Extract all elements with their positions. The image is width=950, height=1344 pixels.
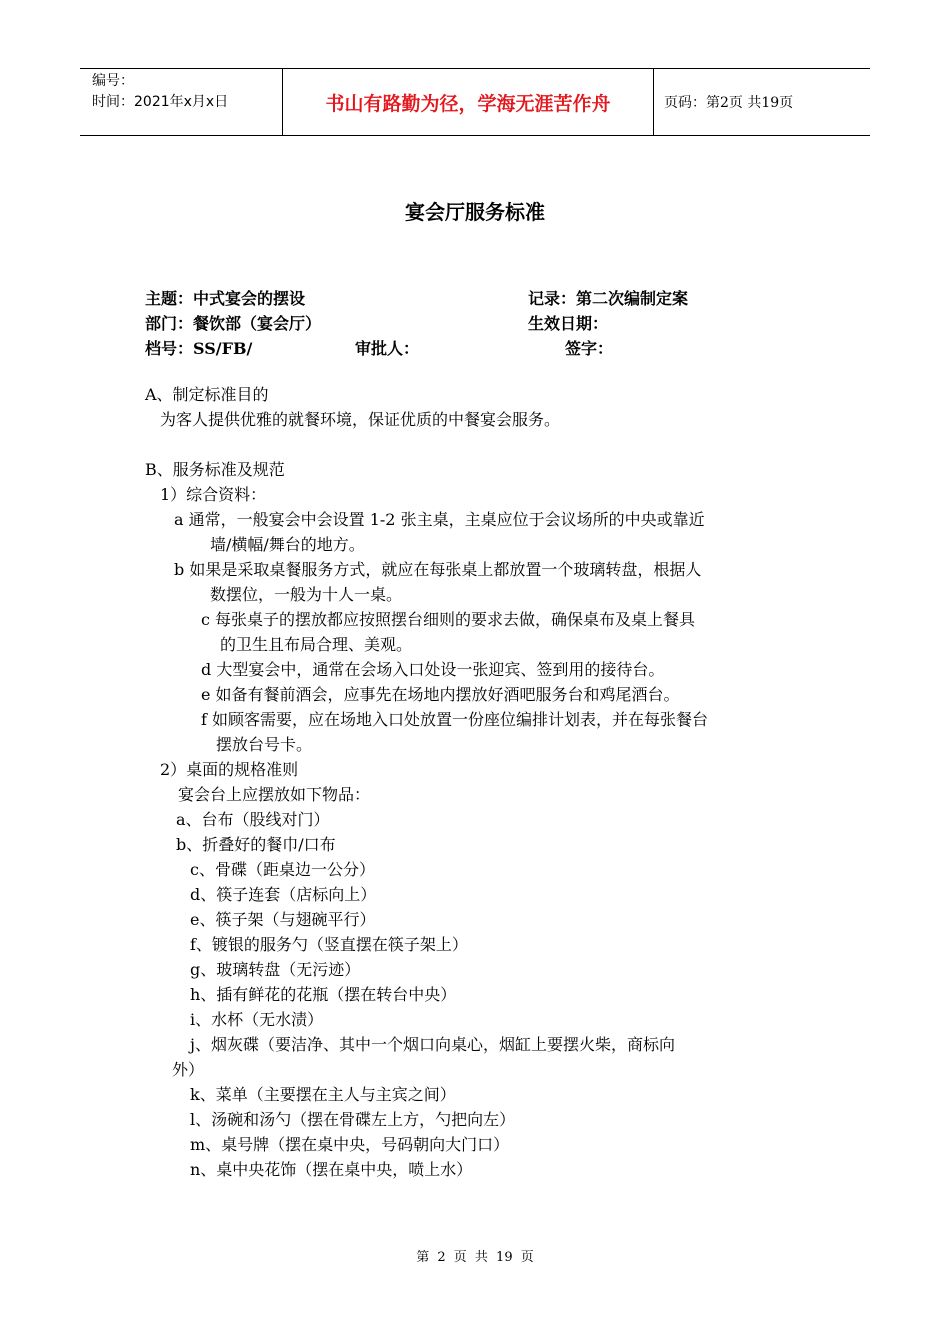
s2-item-i: i、水杯（无水渍） — [190, 1010, 324, 1029]
s1-item-c-line1: c 每张桌子的摆放都应按照摆台细则的要求去做，确保桌布及桌上餐具 — [201, 610, 696, 629]
section-a-text: 为客人提供优雅的就餐环境，保证优质的中餐宴会服务。 — [160, 410, 561, 429]
meta-effective-date: 生效日期： — [528, 314, 609, 333]
number-label: 编号： — [92, 73, 134, 89]
meta-signature: 签字： — [565, 339, 614, 358]
s2-item-b: b、折叠好的餐巾/口布 — [176, 835, 336, 854]
document-header — [80, 68, 870, 136]
subsection-1-heading: 1）综合资料： — [160, 485, 267, 504]
section-b-heading: B、服务标准及规范 — [145, 460, 285, 479]
s2-item-n: n、桌中央花饰（摆在桌中央，喷上水） — [190, 1160, 473, 1179]
section-a-heading: A、制定标准目的 — [145, 385, 269, 404]
header-motto-cell — [282, 69, 654, 135]
s1-item-d: d 大型宴会中，通常在会场入口处设一张迎宾、签到用的接待台。 — [201, 660, 665, 679]
s1-item-b-line2: 数摆位，一般为十人一桌。 — [210, 585, 403, 604]
s2-item-a: a、台布（股线对门） — [176, 810, 330, 829]
s2-item-d: d、筷子连套（店标向上） — [190, 885, 377, 904]
s2-intro: 宴会台上应摆放如下物品： — [178, 785, 371, 804]
s1-item-a-line1: a 通常，一般宴会中会设置 1-2 张主桌，主桌应位于会议场所的中央或靠近 — [174, 510, 705, 529]
meta-record: 记录：第二次编制定案 — [528, 289, 689, 308]
s2-item-k: k、菜单（主要摆在主人与主宾之间） — [190, 1085, 456, 1104]
meta-department: 部门：餐饮部（宴会厅） — [145, 314, 322, 333]
s1-item-a-line2: 墙/横幅/舞台的地方。 — [210, 535, 365, 554]
s1-item-f-line2: 摆放台号卡。 — [216, 735, 313, 754]
motto: 书山有路勤为径，学海无涯苦作舟 — [325, 92, 611, 115]
meta-approver: 审批人： — [355, 339, 420, 358]
meta-subject: 主题：中式宴会的摆设 — [145, 289, 306, 308]
header-page-cell — [654, 69, 870, 135]
document-title: 宴会厅服务标准 — [405, 200, 545, 224]
header-left-cell — [80, 69, 282, 135]
s1-item-f-line1: f 如顾客需要，应在场地入口处放置一份座位编排计划表，并在每张餐台 — [201, 710, 709, 729]
s2-item-l: l、汤碗和汤勺（摆在骨碟左上方，勺把向左） — [190, 1110, 516, 1129]
time-label: 时间：2021年x月x日 — [92, 94, 229, 110]
page-footer: 第 2 页 共 19 页 — [416, 1250, 534, 1265]
s1-item-e: e 如备有餐前酒会，应事先在场地内摆放好酒吧服务台和鸡尾酒台。 — [201, 685, 680, 704]
meta-file-no: 档号：SS/FB/ — [145, 339, 253, 358]
subsection-2-heading: 2）桌面的规格准则 — [160, 760, 299, 779]
s1-item-b-line1: b 如果是采取桌餐服务方式，就应在每张桌上都放置一个玻璃转盘，根据人 — [174, 560, 702, 579]
page-info: 页码：第2页 共19页 — [664, 95, 794, 111]
s2-item-j-line2: 外） — [172, 1060, 205, 1079]
s2-item-g: g、玻璃转盘（无污迹） — [190, 960, 361, 979]
s2-item-h: h、插有鲜花的花瓶（摆在转台中央） — [190, 985, 457, 1004]
s2-item-f: f、镀银的服务勺（竖直摆在筷子架上） — [190, 935, 468, 954]
s2-item-j-line1: j、烟灰碟（要洁净、其中一个烟口向桌心，烟缸上要摆火柴，商标向 — [190, 1035, 675, 1054]
s2-item-m: m、桌号牌（摆在桌中央，号码朝向大门口） — [190, 1135, 510, 1154]
s2-item-c: c、骨碟（距桌边一公分） — [190, 860, 375, 879]
s2-item-e: e、筷子架（与翅碗平行） — [190, 910, 376, 929]
s1-item-c-line2: 的卫生且布局合理、美观。 — [220, 635, 413, 654]
